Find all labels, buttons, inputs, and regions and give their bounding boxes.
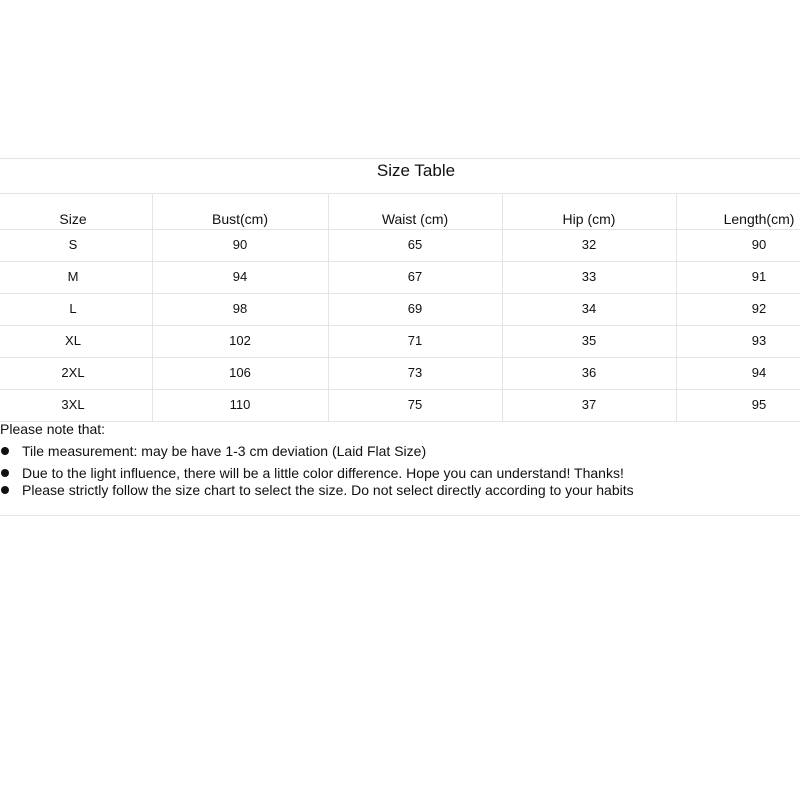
cell-hip: 34 <box>581 301 597 316</box>
cell-waist: 65 <box>407 237 423 252</box>
cell-bust: 106 <box>229 365 251 380</box>
table-row <box>0 231 800 259</box>
cell-size: 2XL <box>61 365 85 380</box>
table-title: Size Table <box>376 161 456 180</box>
table-row <box>0 295 800 323</box>
table-row <box>0 359 800 387</box>
note-text: Tile measurement: may be have 1-3 cm deviation (Laid Flat Size) <box>22 443 427 459</box>
bullet-icon <box>1 447 9 455</box>
notes-heading: Please note that: <box>0 421 106 437</box>
table-row <box>0 391 800 419</box>
cell-length: 93 <box>751 333 767 348</box>
row-divider <box>0 261 800 262</box>
cell-bust: 98 <box>232 301 248 316</box>
cell-length: 92 <box>751 301 767 316</box>
cell-bust: 102 <box>229 333 251 348</box>
cell-length: 90 <box>751 237 767 252</box>
cell-length: 95 <box>751 397 767 412</box>
table-row <box>0 327 800 355</box>
cell-hip: 33 <box>581 269 597 284</box>
cell-waist: 69 <box>407 301 423 316</box>
cell-length: 91 <box>751 269 767 284</box>
cell-bust: 110 <box>229 397 251 412</box>
cell-waist: 75 <box>407 397 423 412</box>
table-row <box>0 263 800 291</box>
cell-waist: 71 <box>407 333 423 348</box>
cell-size: XL <box>65 333 81 348</box>
header-size: Size <box>59 211 87 227</box>
cell-size: S <box>68 237 78 252</box>
cell-hip: 35 <box>581 333 597 348</box>
cell-bust: 94 <box>232 269 248 284</box>
cell-waist: 67 <box>407 269 423 284</box>
header-hip: Hip (cm) <box>562 211 616 227</box>
cell-size: M <box>67 269 79 284</box>
row-divider <box>0 293 800 294</box>
note-text: Please strictly follow the size chart to select the size. Do not select directly according to your habits <box>22 482 634 498</box>
cell-size: 3XL <box>61 397 85 412</box>
notes-bottom-border <box>0 515 800 516</box>
cell-size: L <box>69 301 77 316</box>
cell-hip: 36 <box>581 365 597 380</box>
header-bust: Bust(cm) <box>212 211 268 227</box>
header-waist: Waist (cm) <box>381 211 449 227</box>
bullet-icon <box>1 486 9 494</box>
table-bottom-border <box>0 421 800 422</box>
cell-hip: 32 <box>581 237 597 252</box>
row-divider <box>0 357 800 358</box>
cell-length: 94 <box>751 365 767 380</box>
note-text: Due to the light influence, there will be a little color difference. Hope you can understand! Thanks! <box>22 465 624 481</box>
bullet-icon <box>1 469 9 477</box>
cell-bust: 90 <box>232 237 248 252</box>
cell-waist: 73 <box>407 365 423 380</box>
row-divider <box>0 389 800 390</box>
title-bottom-border <box>0 193 800 194</box>
header-length: Length(cm) <box>723 211 795 227</box>
row-divider <box>0 325 800 326</box>
table-header-row <box>0 205 800 233</box>
cell-hip: 37 <box>581 397 597 412</box>
